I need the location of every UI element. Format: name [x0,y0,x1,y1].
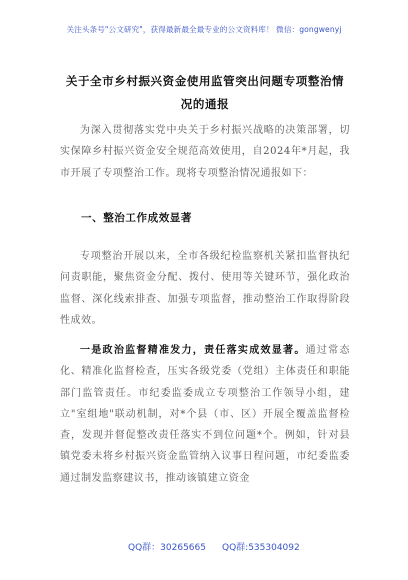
intro-paragraph: 为深入贯彻落实党中央关于乡村振兴战略的决策部署，切实保障乡村振兴资金安全规范高效使用，自2024年*月起，我市开展了专项整治工作。现将专项整治情况通报如下： [60,125,350,179]
section-paragraph: 专项整治开展以来，全市各级纪检监察机关紧扣监督执纪问责职能，聚焦资金分配、拨付、使用等关键环节，强化政治监督、深化线索排查、加强专项监督，推动整治工作取得阶段性成效。 [60,251,350,326]
footer-qq-group-1: QQ群：30265665 [128,543,206,553]
point-lead: 一是政治监督精准发力，责任落实成效显著。 [80,345,306,356]
section-heading: 一、整治工作成效显著 [81,212,192,224]
document-title: 关于全市乡村振兴资金使用监管突出问题专项整治情况的通报 [65,74,345,111]
point-paragraph [60,340,350,489]
point-text: 通过常态化、精准化监督检查，压实各级党委（党组）主体责任和职能部门监管责任。市纪委监委成立专项整治工作领导小组，建立"室组地"联动机制，对*个县（市、区）开展全覆盖监督检查，发现并督促整改责任落实不到位问题*个。例如，针对县镇党委未将乡村振兴资金监管纳入议事日程问题，市纪委监委通过制发监察建议书，推动该镇建立资金 [60,345,351,484]
header-banner: 关注头条号"公文研究"，获得最新最全最专业的公文资料库！ 微信：gongwenyj [66,25,342,34]
footer-qq-group-2: QQ群:535304092 [222,543,300,553]
